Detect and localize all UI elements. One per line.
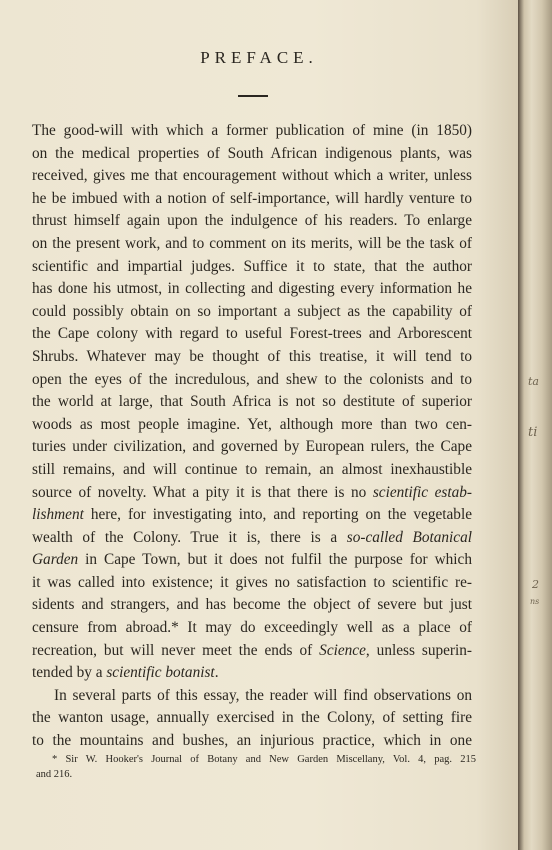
text-line: source of novelty. What a pity it is that there is no scientific estab- bbox=[32, 483, 472, 501]
text-line: on the present work, and to comment on its merits, will be the task of bbox=[32, 234, 472, 252]
heading-rule bbox=[238, 95, 268, 97]
footnote-line: * Sir W. Hooker's Journal of Botany and New Garden Miscellany, Vol. 4, pag. 215 bbox=[52, 754, 476, 765]
italic-phrase: Science bbox=[319, 641, 366, 659]
adjacent-page-edge bbox=[518, 0, 552, 850]
italic-phrase: scientific botanist bbox=[106, 664, 215, 682]
text-line: the wanton usage, annually exercised in the Colony, of setting fire bbox=[32, 709, 472, 727]
text-line: Garden in Cape Town, but it does not fulfil the purpose for which bbox=[32, 551, 472, 569]
text-line: The good-will with which a former publication of mine (in 1850) bbox=[32, 122, 472, 139]
text-line: could possibly obtain on so important a subject as the capability of bbox=[32, 302, 472, 320]
text-line: received, gives me that encouragement without which a writer, unless bbox=[32, 167, 472, 185]
text-line: recreation, but will never meet the ends of Science, unless superin- bbox=[32, 641, 473, 659]
text-line: still remains, and will continue to remain, an almost inexhaustible bbox=[32, 460, 472, 478]
text-line: has done his utmost, in collecting and digesting every information he bbox=[32, 280, 472, 298]
margin-mark: ta bbox=[528, 375, 539, 388]
text-line: censure from abroad.* It may do exceedingly well as a place of bbox=[32, 619, 472, 637]
text-line: to the mountains and bushes, an injurious practice, which in one bbox=[32, 732, 472, 750]
text-line: the world at large, that South Africa is not so destitute of superior bbox=[32, 393, 472, 411]
text-line: on the medical properties of South African indigenous plants, was bbox=[32, 144, 472, 162]
text-line: scientific and impartial judges. Suffice it to state, that the author bbox=[32, 257, 472, 275]
text-line: open the eyes of the incredulous, and shew to the colonists and to bbox=[32, 370, 472, 388]
text-line: lishment here, for investigating into, and reporting on the vegetable bbox=[32, 506, 472, 524]
italic-phrase: scientific estab- bbox=[372, 483, 472, 501]
text-line: thrust himself again upon the indulgence of his readers. To enlarge bbox=[32, 212, 472, 230]
text-line: it was called into existence; it gives no satisfaction to scientific re- bbox=[32, 573, 472, 591]
text-line: sidents and strangers, and has become the object of severe but just bbox=[32, 596, 472, 614]
italic-phrase: lishment bbox=[32, 506, 84, 524]
text-line: tended by a scientific botanist. bbox=[32, 664, 219, 682]
text-line: In several parts of this essay, the reader will find observations on bbox=[54, 686, 472, 704]
margin-mark: ti bbox=[528, 425, 538, 440]
page-heading: PREFACE. bbox=[200, 48, 318, 67]
text-line: turies under civilization, and governed by European rulers, the Cape bbox=[32, 438, 472, 456]
text-line: the Cape colony with regard to useful Forest-trees and Arborescent bbox=[32, 325, 472, 343]
italic-phrase: Garden bbox=[32, 551, 79, 569]
text-line: Shrubs. Whatever may be thought of this treatise, it will tend to bbox=[32, 347, 472, 365]
italic-phrase: so-called Botanical bbox=[346, 528, 473, 546]
footnote bbox=[36, 752, 476, 782]
footnote-line: and 216. bbox=[36, 769, 73, 780]
text-line: wealth of the Colony. True it is, there is a so-called Botanical bbox=[32, 528, 473, 546]
margin-mark: ns bbox=[530, 597, 540, 606]
text-line: woods as most people imagine. Yet, although more than two cen- bbox=[32, 415, 472, 433]
body-text bbox=[32, 120, 472, 753]
margin-mark: 2 bbox=[532, 578, 539, 591]
text-line: he be imbued with a notion of self-importance, will hardly venture to bbox=[32, 189, 472, 207]
